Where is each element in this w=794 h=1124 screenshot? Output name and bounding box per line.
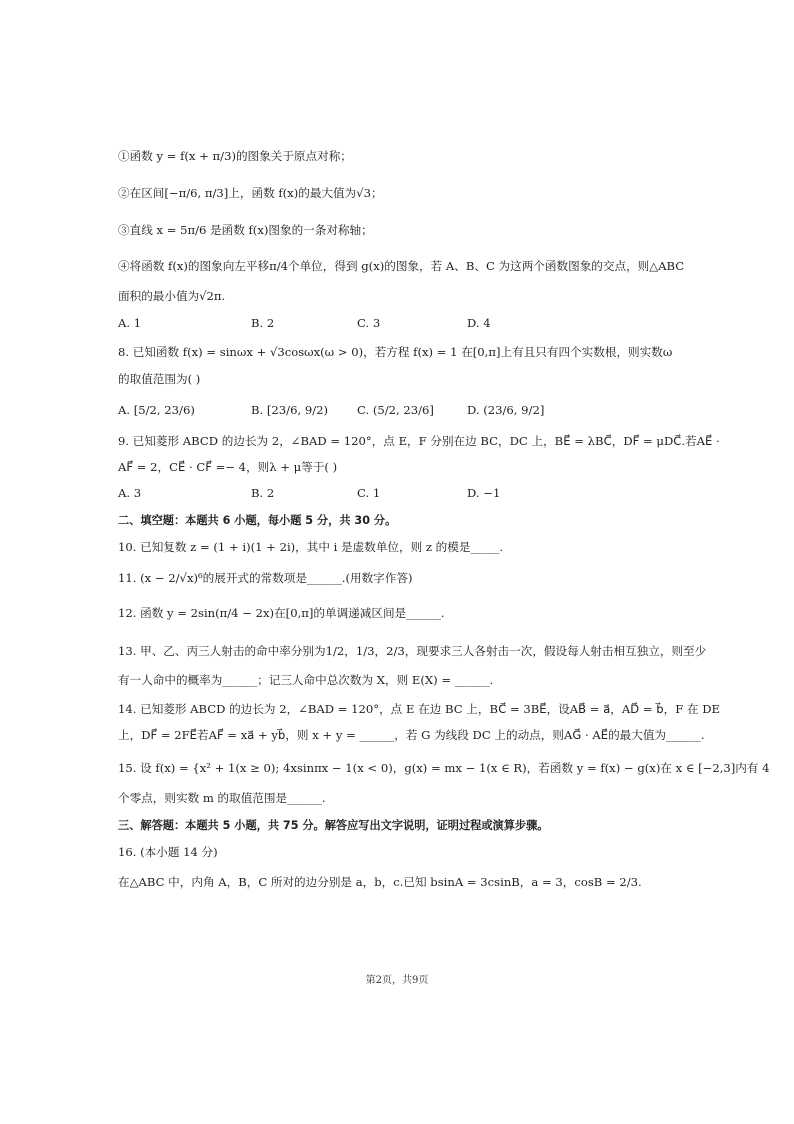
q9-option-a: A. 3 [118, 486, 142, 500]
q9-line1: 9. 已知菱形 ABCD 的边长为 2，∠BAD = 120°，点 E，F 分别在边 BC，DC 上，BE⃗ = λBC⃗，DF⃗ = μDC⃗.若AE⃗ · [118, 434, 720, 448]
q13-line2: 有一人命中的概率为______；记三人命中总次数为 X，则 E(X) = ______. [118, 673, 494, 687]
q8-option-d: D. (23/6, 9/2] [467, 403, 545, 417]
statement-4-line2: 面积的最小值为√2π. [118, 289, 226, 303]
q16-statement: 在△ABC 中，内角 A，B，C 所对的边分别是 a，b，c.已知 bsinA = 3csinB，a = 3，cosB = 2/3. [118, 875, 642, 889]
q15-line1: 15. 设 f(x) = {x² + 1(x ≥ 0); 4xsinπx − 1(x < 0)，g(x) = mx − 1(x ∈ R)，若函数 y = f(x) − g(x)在 x ∈ [−2,3]内有 4 [118, 761, 770, 775]
q9-option-c: C. 1 [357, 486, 381, 500]
statement-1: ①函数 y = f(x + π/3)的图象关于原点对称； [118, 149, 352, 163]
page-footer: 第2页，共9页 [365, 975, 429, 986]
q11: 11. (x − 2/√x)⁶的展开式的常数项是______.(用数字作答) [118, 571, 413, 585]
q13-line1: 13. 甲、乙、丙三人射击的命中率分别为1/2，1/3，2/3，现要求三人各射击一次，假设每人射击相互独立，则至少 [118, 644, 707, 658]
section-2-heading: 二、填空题：本题共 6 小题，每小题 5 分，共 30 分。 [118, 514, 397, 527]
q7-option-d: D. 4 [467, 316, 491, 330]
q14-line2: 上，DF⃗ = 2FE⃗若AF⃗ = xa⃗ + yb⃗，则 x + y = ______，若 G 为线段 DC 上的动点，则AG⃗ · AE⃗的最大值为______. [118, 728, 705, 742]
q7-option-b: B. 2 [251, 316, 275, 330]
q10: 10. 已知复数 z = (1 + i)(1 + 2i)，其中 i 是虚数单位，则 z 的模是_____. [118, 540, 504, 554]
q9-line2: AF⃗ = 2，CE⃗ · CF⃗ =− 4，则λ + μ等于( ) [118, 460, 338, 474]
statement-3: ③直线 x = 5π/6 是函数 f(x)图象的一条对称轴； [118, 223, 373, 237]
q9-option-b: B. 2 [251, 486, 275, 500]
q8-line1: 8. 已知函数 f(x) = sinωx + √3cosωx(ω > 0)，若方程 f(x) = 1 在[0,π]上有且只有四个实数根，则实数ω [118, 345, 673, 359]
q14-line1: 14. 已知菱形 ABCD 的边长为 2，∠BAD = 120°，点 E 在边 BC 上，BC⃗ = 3BE⃗，设AB⃗ = a⃗，AD⃗ = b⃗，F 在 DE [118, 702, 720, 716]
q8-option-a: A. [5/2, 23/6) [118, 403, 195, 417]
q15-line2: 个零点，则实数 m 的取值范围是______. [118, 791, 326, 805]
section-3-heading: 三、解答题：本题共 5 小题，共 75 分。解答应写出文字说明，证明过程或演算步骤。 [118, 819, 549, 832]
q12: 12. 函数 y = 2sin(π/4 − 2x)在[0,π]的单调递减区间是______. [118, 606, 445, 620]
q16-title: 16. (本小题 14 分) [118, 845, 218, 859]
q7-option-a: A. 1 [118, 316, 142, 330]
statement-2: ②在区间[−π/6, π/3]上，函数 f(x)的最大值为√3； [118, 186, 383, 200]
q8-option-c: C. (5/2, 23/6] [357, 403, 434, 417]
q8-option-b: B. [23/6, 9/2) [251, 403, 329, 417]
statement-4-line1: ④将函数 f(x)的图象向左平移π/4个单位，得到 g(x)的图象，若 A、B、C 为这两个函数图象的交点，则△ABC [118, 259, 685, 273]
q9-option-d: D. −1 [467, 486, 501, 500]
q8-line2: 的取值范围为( ) [118, 372, 201, 386]
q7-option-c: C. 3 [357, 316, 381, 330]
